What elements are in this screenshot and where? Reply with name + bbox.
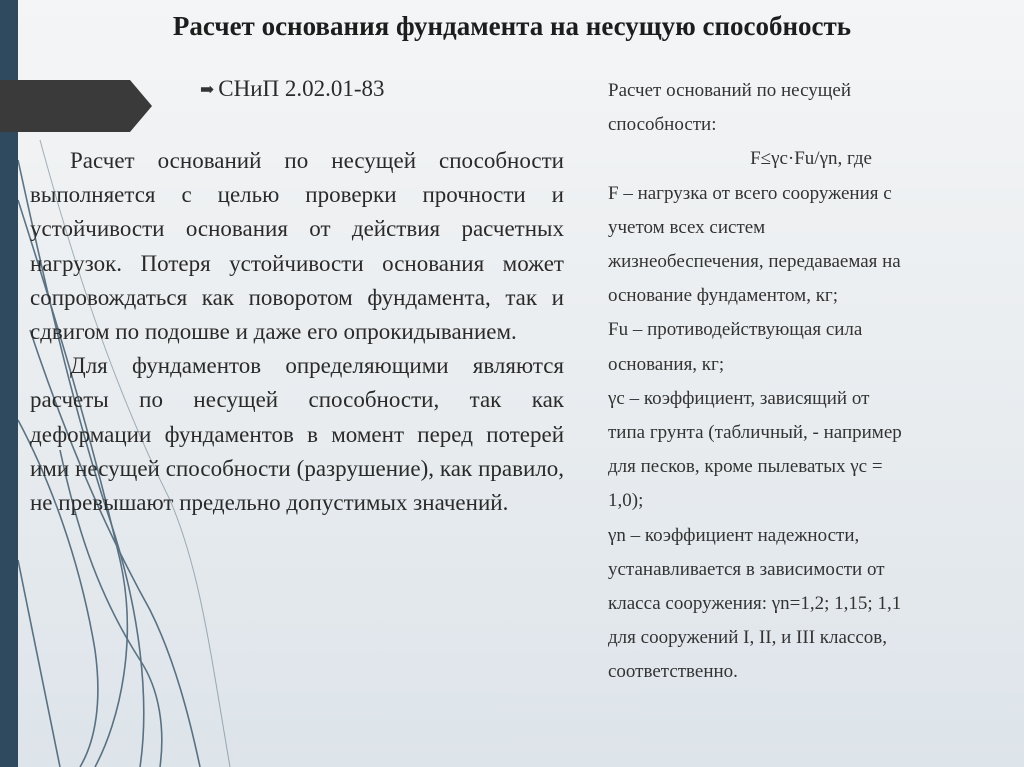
formula-line: F≤γс·Fu/γn, где	[750, 148, 872, 170]
text-line: F – нагрузка от всего сооружения с	[608, 182, 892, 204]
text-line: для сооружений I, II, и III классов,	[608, 627, 887, 649]
paragraph: Для фундаментов определяющими являются расчеты по несущей способности, так как деформации фундаментов в момент перед потерей ими несущей способности (разрушение), как правило, не превышают предельно допустимых значений.	[30, 353, 564, 516]
text-line: Расчет оснований по несущей	[608, 80, 851, 101]
title-arrow-band	[0, 80, 160, 132]
left-text-column	[30, 144, 564, 520]
text-line: жизнеобеспечения, передаваемая на	[608, 251, 901, 273]
bullet-text: СНиП 2.02.01-83	[218, 76, 385, 101]
text-line: γс – коэффициент, зависящий от	[608, 387, 870, 409]
text-line: 1,0);	[608, 490, 644, 512]
text-line: для песков, кроме пылеватых γс =	[608, 456, 883, 478]
text-line: типа грунта (табличный, - например	[608, 422, 902, 444]
text-line: класса сооружения: γn=1,2; 1,15; 1,1	[608, 593, 902, 615]
paragraph: Расчет оснований по несущей способности выполняется с целью проверки прочности и устойчивости основания от действия расчетных нагрузок. Потеря устойчивости основания может сопровождаться как поворотом фундамента, так и сдвигом по подошве и даже его опрокидыванием.	[30, 148, 564, 345]
text-line: учетом всех систем	[608, 216, 766, 238]
text-line: устанавливается в зависимости от	[608, 558, 885, 580]
page-title: Расчет основания фундамента на несущую способность	[172, 11, 852, 41]
bullet-item	[200, 76, 385, 102]
text-line: основания, кг;	[608, 353, 725, 375]
right-text-column	[608, 74, 1014, 690]
text-line: Fu – противодействующая сила	[608, 319, 863, 341]
text-line: способности:	[608, 114, 717, 136]
text-line: γn – коэффициент надежности,	[608, 524, 860, 546]
text-line: соответственно.	[608, 661, 738, 683]
arrow-right-icon: ➡	[200, 79, 215, 99]
text-line: основание фундаментом, кг;	[608, 285, 838, 307]
